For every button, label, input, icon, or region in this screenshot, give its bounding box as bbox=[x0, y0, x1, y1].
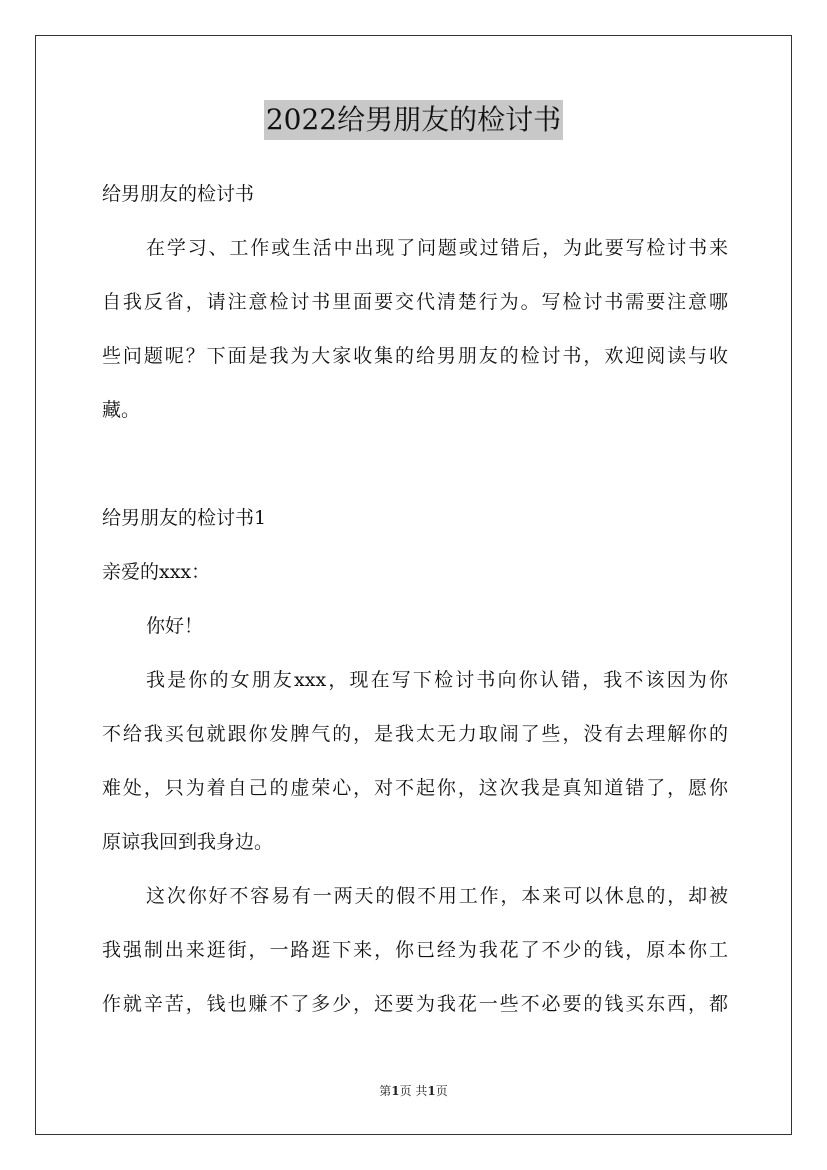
footer-page-suffix: 页 bbox=[435, 1084, 448, 1098]
document-heading: 给男朋友的检讨书 bbox=[102, 183, 255, 205]
paragraph1-line: 不给我买包就跟你发脾气的，是我太无力取闹了些，没有去理解你的 bbox=[102, 723, 728, 745]
document-body bbox=[102, 176, 728, 1022]
intro-line: 些问题呢？下面是我为大家收集的给男朋友的检讨书，欢迎阅读与收 bbox=[102, 345, 728, 367]
paragraph2-line: 我强制出来逛街，一路逛下来，你已经为我花了不少的钱，原本你工 bbox=[102, 939, 728, 961]
paragraph2-line: 作就辛苦，钱也赚不了多少，还要为我花一些不必要的钱买东西，都 bbox=[102, 993, 728, 1015]
document-title: 2022给男朋友的检讨书 bbox=[264, 100, 563, 140]
paragraph1-line: 难处，只为着自己的虚荣心，对不起你，这次我是真知道错了，愿你 bbox=[102, 777, 728, 799]
salutation: 亲爱的xxx： bbox=[102, 561, 211, 583]
title-container bbox=[0, 100, 827, 140]
intro-line: 藏。 bbox=[102, 399, 141, 421]
greeting: 你好！ bbox=[146, 615, 204, 637]
paragraph1-line: 我是你的女朋友xxx，现在写下检讨书向你认错，我不该因为你 bbox=[146, 669, 728, 691]
footer-page-current: 1 bbox=[391, 1084, 400, 1098]
section-heading: 给男朋友的检讨书1 bbox=[102, 507, 267, 529]
footer-page-prefix: 第 bbox=[379, 1084, 392, 1098]
page-footer bbox=[0, 1082, 827, 1100]
intro-line: 自我反省，请注意检讨书里面要交代清楚行为。写检讨书需要注意哪 bbox=[102, 291, 728, 313]
footer-page-total: 1 bbox=[427, 1084, 436, 1098]
intro-line: 在学习、工作或生活中出现了问题或过错后，为此要写检讨书来 bbox=[146, 237, 728, 259]
paragraph2-line: 这次你好不容易有一两天的假不用工作，本来可以休息的，却被 bbox=[146, 885, 728, 907]
footer-page-mid: 页 共 bbox=[399, 1084, 428, 1098]
paragraph1-line: 原谅我回到我身边。 bbox=[102, 831, 274, 853]
